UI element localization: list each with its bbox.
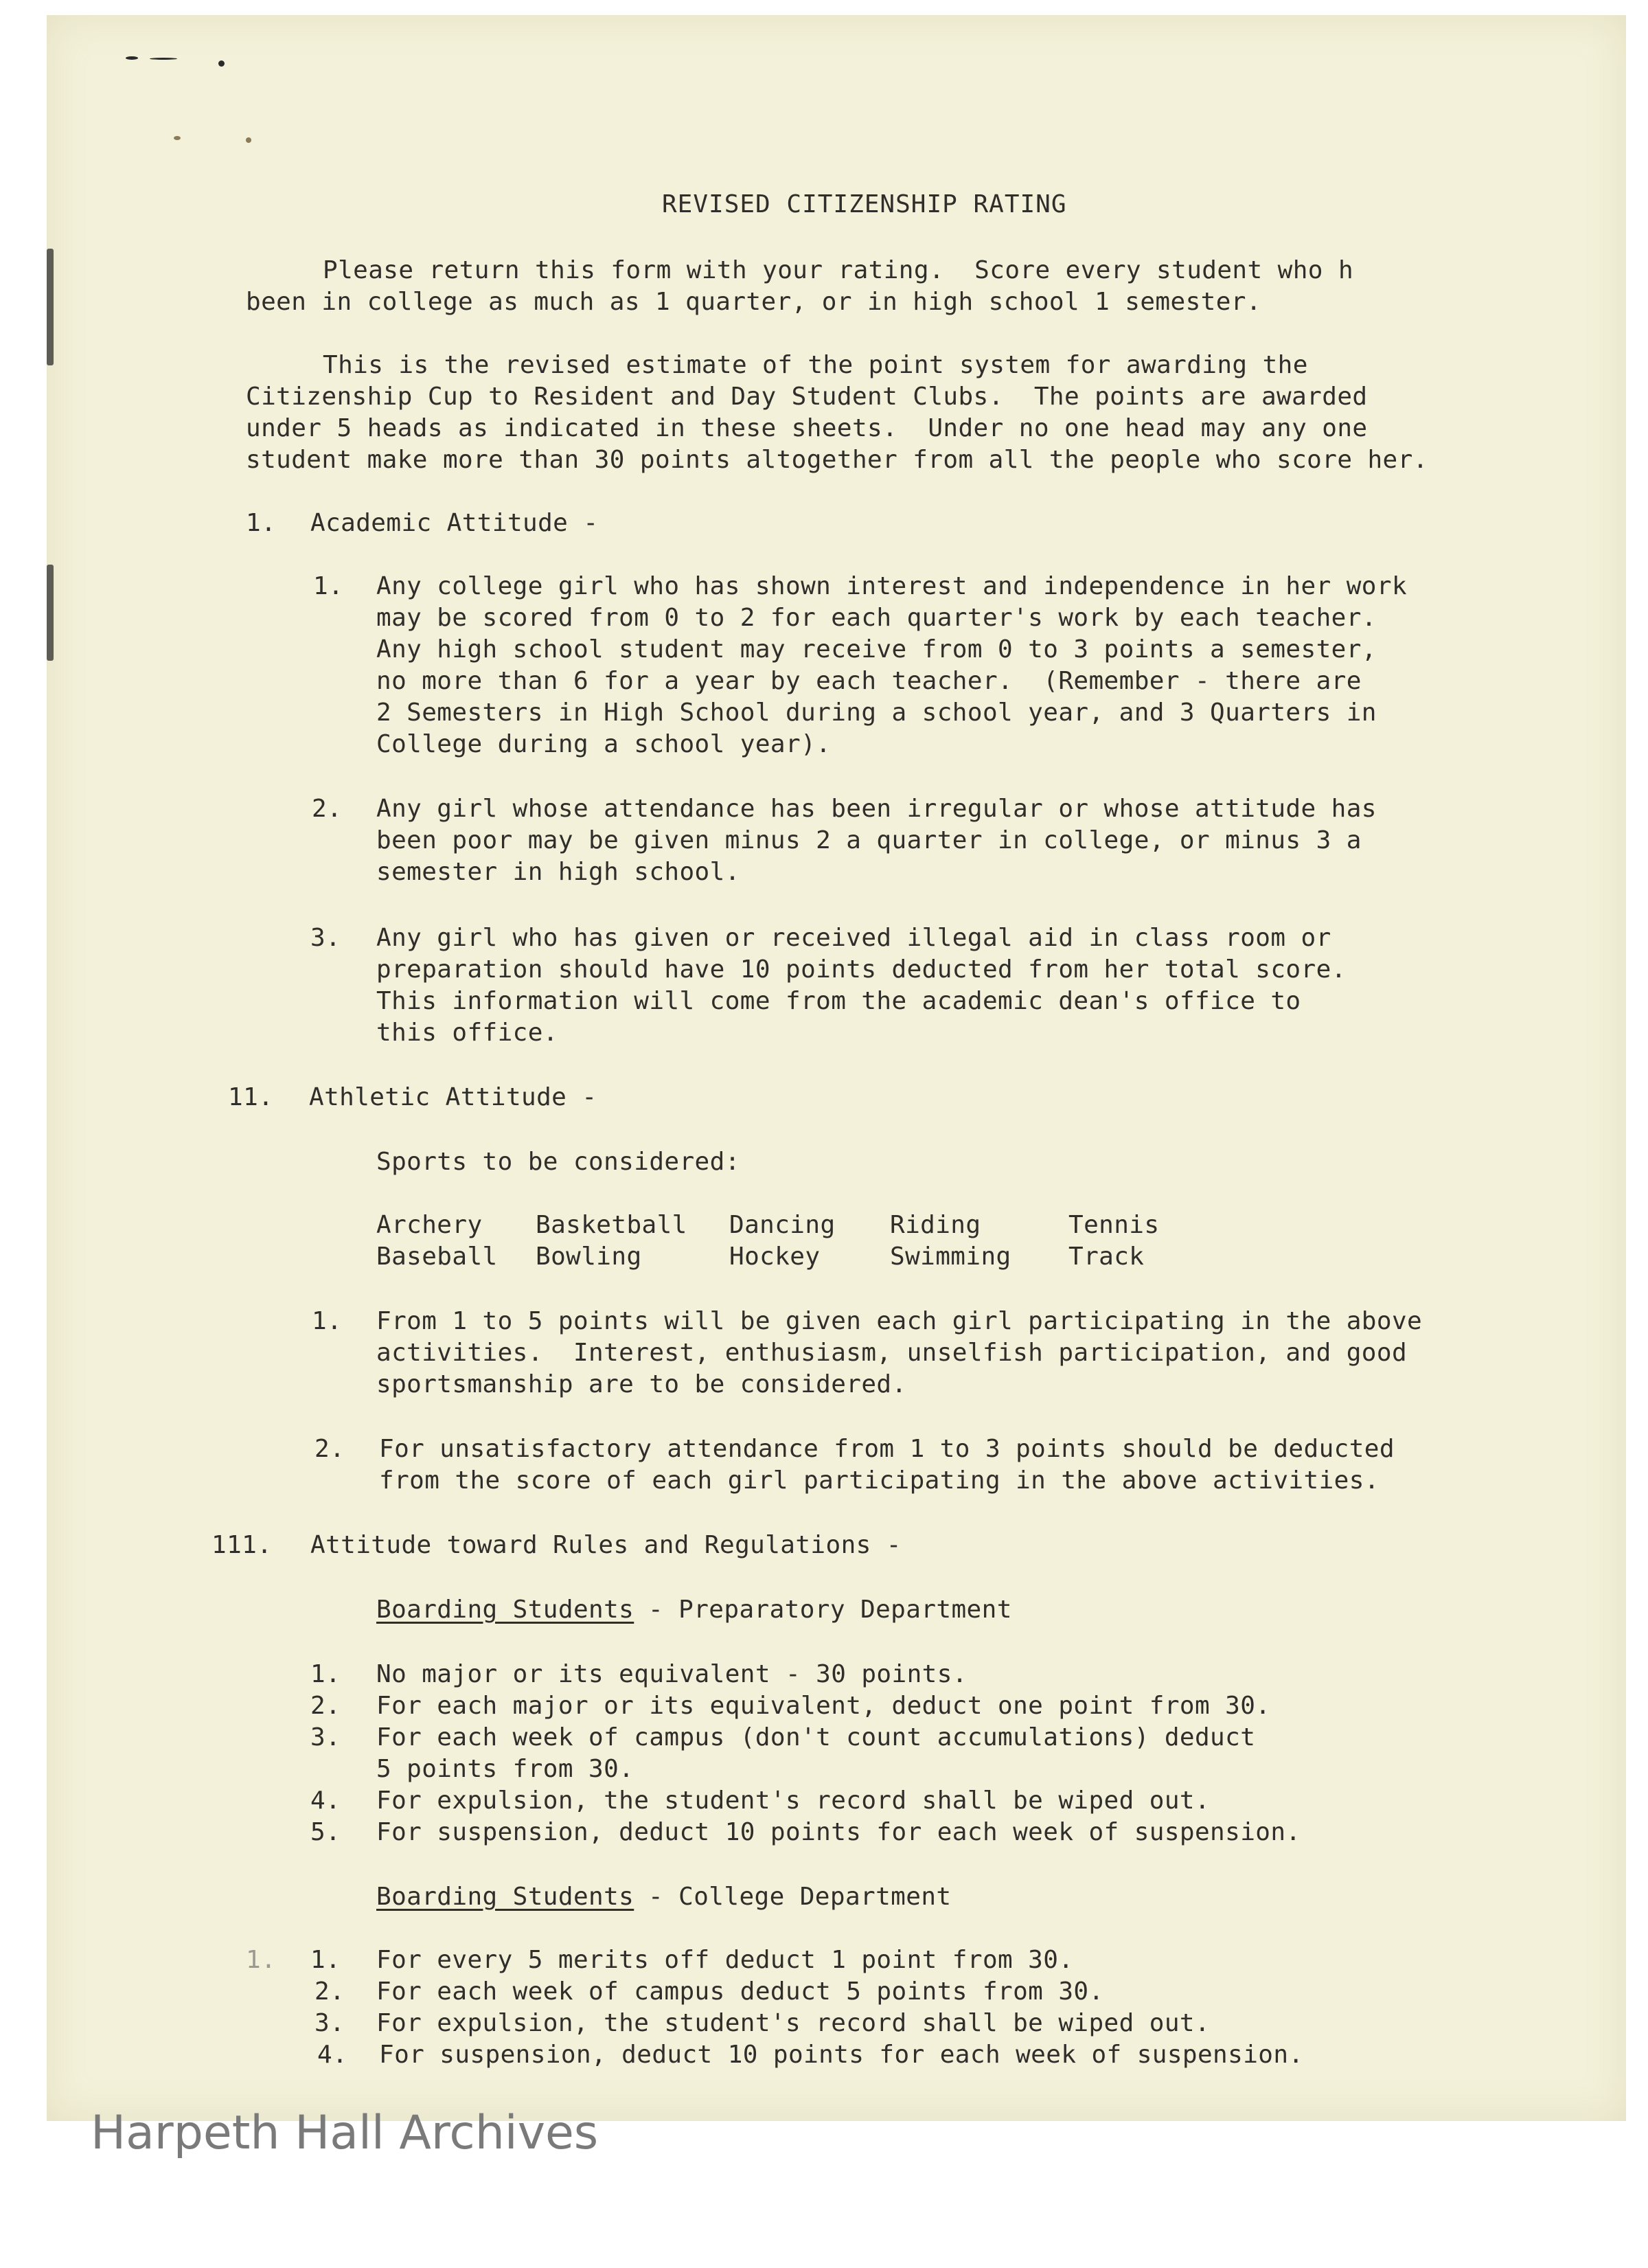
group-subtitle: - College Department bbox=[648, 1883, 952, 1911]
item-number: 3. bbox=[310, 1723, 341, 1751]
item-line: semester in high school. bbox=[376, 858, 740, 886]
item-line: 2 Semesters in High School during a school year, and 3 Quarters in bbox=[376, 699, 1377, 727]
description-line: Citizenship Cup to Resident and Day Student Clubs. The points are awarded bbox=[246, 383, 1368, 411]
sport-name: Track bbox=[1068, 1243, 1145, 1271]
item-line: preparation should have 10 points deducted from her total score. bbox=[376, 955, 1347, 984]
group-title: Boarding Students bbox=[376, 1596, 634, 1624]
item-line: may be scored from 0 to 2 for each quarter's work by each teacher. bbox=[376, 604, 1377, 632]
item-number: 5. bbox=[310, 1818, 341, 1846]
section-heading: Athletic Attitude - bbox=[309, 1083, 597, 1111]
sport-name: Hockey bbox=[729, 1243, 821, 1271]
description-line: under 5 heads as indicated in these sheets. Under no one head may any one bbox=[246, 414, 1368, 442]
item-number: 2. bbox=[314, 1435, 345, 1463]
archive-watermark: Harpeth Hall Archives bbox=[91, 2106, 599, 2160]
sport-name: Baseball bbox=[376, 1243, 498, 1271]
item-number: 2. bbox=[312, 795, 343, 823]
item-line: For each week of campus deduct 5 points from 30. bbox=[376, 1977, 1104, 2006]
item-line: sportsmanship are to be considered. bbox=[376, 1370, 907, 1398]
section-numeral: 1. bbox=[246, 509, 277, 537]
group-subtitle: - Preparatory Department bbox=[648, 1596, 1012, 1624]
item-line: Any girl whose attendance has been irregular or whose attitude has bbox=[376, 795, 1377, 823]
item-line: For unsatisfactory attendance from 1 to 3 points should be deducted bbox=[379, 1435, 1395, 1463]
item-line: Any college girl who has shown interest and independence in her work bbox=[376, 572, 1408, 600]
group-title: Boarding Students bbox=[376, 1883, 634, 1911]
sport-name: Archery bbox=[376, 1211, 483, 1239]
margin-mark: 1. bbox=[246, 1946, 277, 1974]
item-line: From 1 to 5 points will be given each girl participating in the above bbox=[376, 1307, 1423, 1335]
item-line: For suspension, deduct 10 points for each week of suspension. bbox=[376, 1818, 1301, 1846]
item-line: No major or its equivalent - 30 points. bbox=[376, 1660, 968, 1688]
typed-document bbox=[47, 15, 1626, 2121]
item-number: 3. bbox=[314, 2009, 345, 2037]
item-number: 2. bbox=[314, 1977, 345, 2006]
item-line: activities. Interest, enthusiasm, unselfish participation, and good bbox=[376, 1339, 1408, 1367]
section-heading: Academic Attitude - bbox=[310, 509, 599, 537]
item-line: For every 5 merits off deduct 1 point from 30. bbox=[376, 1946, 1074, 1974]
sport-name: Tennis bbox=[1068, 1211, 1160, 1239]
item-line: For expulsion, the student's record shall be wiped out. bbox=[376, 1787, 1211, 1815]
item-number: 4. bbox=[317, 2041, 348, 2069]
item-line: no more than 6 for a year by each teacher. (Remember - there are bbox=[376, 667, 1362, 695]
item-line: For each major or its equivalent, deduct one point from 30. bbox=[376, 1692, 1271, 1720]
document-title: REVISED CITIZENSHIP RATING bbox=[662, 190, 1067, 218]
item-line: been poor may be given minus 2 a quarter in college, or minus 3 a bbox=[376, 826, 1362, 854]
item-line: For each week of campus (don't count accumulations) deduct bbox=[376, 1723, 1256, 1751]
item-line: Any high school student may receive from 0 to 3 points a semester, bbox=[376, 635, 1377, 664]
intro-line: been in college as much as 1 quarter, or in high school 1 semester. bbox=[246, 288, 1261, 316]
sport-name: Swimming bbox=[890, 1243, 1011, 1271]
sport-name: Basketball bbox=[536, 1211, 687, 1239]
item-line: from the score of each girl participating in the above activities. bbox=[379, 1466, 1380, 1495]
item-line: this office. bbox=[376, 1019, 558, 1047]
item-number: 1. bbox=[310, 1660, 341, 1688]
item-line: 5 points from 30. bbox=[376, 1755, 634, 1783]
sport-name: Riding bbox=[890, 1211, 981, 1239]
item-number: 1. bbox=[310, 1946, 341, 1974]
item-line: For expulsion, the student's record shall be wiped out. bbox=[376, 2009, 1211, 2037]
item-line: This information will come from the academic dean's office to bbox=[376, 987, 1301, 1015]
item-line: For suspension, deduct 10 points for each week of suspension. bbox=[379, 2041, 1304, 2069]
item-line: Any girl who has given or received illegal aid in class room or bbox=[376, 924, 1331, 952]
sport-name: Dancing bbox=[729, 1211, 836, 1239]
item-number: 3. bbox=[310, 924, 341, 952]
description-line: student make more than 30 points altogether from all the people who score her. bbox=[246, 446, 1428, 474]
sport-name: Bowling bbox=[536, 1243, 642, 1271]
section-numeral: 111. bbox=[211, 1531, 273, 1559]
section-heading: Attitude toward Rules and Regulations - bbox=[310, 1531, 902, 1559]
item-number: 1. bbox=[312, 1307, 343, 1335]
intro-line: Please return this form with your rating. Score every student who h bbox=[323, 256, 1354, 284]
description-line: This is the revised estimate of the point system for awarding the bbox=[323, 351, 1308, 379]
section-numeral: 11. bbox=[228, 1083, 274, 1111]
item-number: 2. bbox=[310, 1692, 341, 1720]
sports-intro: Sports to be considered: bbox=[376, 1148, 740, 1176]
item-number: 1. bbox=[313, 572, 344, 600]
document-page bbox=[47, 15, 1626, 2121]
item-line: College during a school year). bbox=[376, 730, 832, 758]
item-number: 4. bbox=[310, 1787, 341, 1815]
